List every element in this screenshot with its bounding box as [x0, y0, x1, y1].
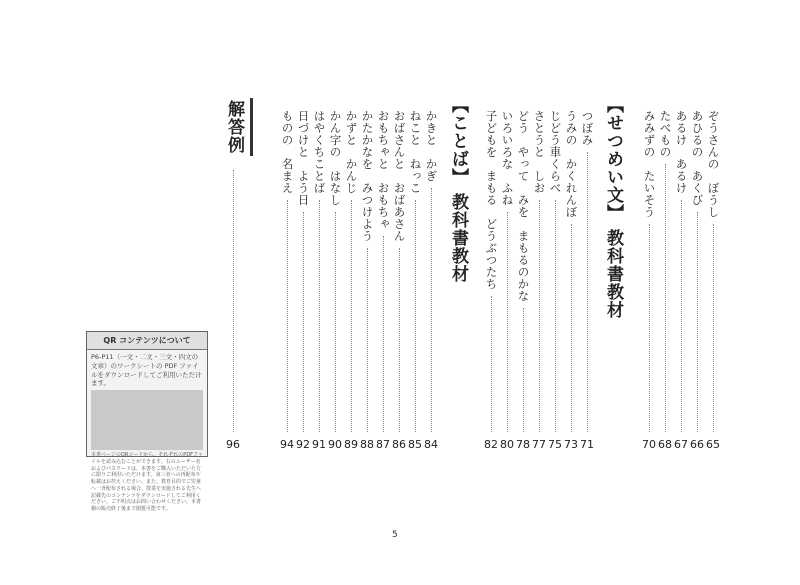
toc-page-number: 85	[408, 438, 422, 451]
toc-entry-label: かたかなを みつけよう	[360, 110, 375, 242]
toc-entry-label: あひるの あくび	[690, 110, 705, 206]
toc-leader-dots	[587, 152, 588, 432]
heading-label: せつめい文	[603, 114, 623, 204]
footer-page-number: 5	[392, 530, 398, 540]
toc-page-number: 82	[484, 438, 498, 451]
section-heading-kaitou	[222, 98, 253, 156]
toc-page-number: 87	[376, 438, 390, 451]
toc-page-number: 70	[642, 438, 656, 451]
heading-suffix: 教科書教材	[448, 192, 468, 283]
toc-entry-label: おばさんと おばあさん	[392, 110, 407, 242]
toc-page-number: 71	[580, 438, 594, 451]
toc-entry-label: あるけ あるけ	[674, 110, 689, 194]
kaitou-leader	[233, 170, 234, 432]
heading-suffix: 教科書教材	[603, 228, 623, 319]
toc-entry-label: うみの かくれんぼ	[564, 110, 579, 218]
toc-leader-dots	[649, 224, 650, 432]
toc-leader-dots	[555, 200, 556, 432]
toc-page-number: 78	[516, 438, 530, 451]
toc-entry-label: ぞうさんの ぼうし	[706, 110, 721, 218]
qr-code-image[interactable]	[91, 390, 203, 450]
toc-leader-dots	[681, 200, 682, 432]
toc-leader-dots	[697, 212, 698, 432]
toc-page-number: 77	[532, 438, 546, 451]
toc-leader-dots	[367, 248, 368, 432]
heading-bracket-close: 】	[603, 204, 623, 222]
toc-leader-dots	[523, 308, 524, 432]
toc-leader-dots	[319, 200, 320, 432]
toc-entry-label: たべもの	[658, 110, 673, 158]
toc-leader-dots	[399, 248, 400, 432]
toc-entry-label: さとうと しお	[532, 110, 547, 194]
toc-entry-label: ものの 名まえ	[280, 110, 295, 194]
toc-leader-dots	[571, 224, 572, 432]
toc-leader-dots	[665, 164, 666, 432]
toc-entry-label: おもちゃと おもちゃ	[376, 110, 391, 230]
toc-page-number: 68	[658, 438, 672, 451]
heading-label: ことば	[448, 114, 468, 168]
toc-page-number: 73	[564, 438, 578, 451]
toc-entry-label: じどう車くらべ	[548, 110, 563, 194]
toc-entry-label: みみずの たいそう	[642, 110, 657, 218]
toc-entry-label: つぼみ	[580, 110, 595, 146]
qr-title: QR コンテンツについて	[87, 332, 207, 350]
qr-note-text: 本書ページのQRコードから、それぞれのPDFファイルを読み込むことができます。右のユーザー名およびパスワードは、本書をご購入いただいた方に限りご利用いただけます。第三者への再配布や転載はお控えください。また、教育目的でご児童へ一斉配布される場合、授業を実施される先生へ記載先のコンテンツをダウンロードしてご利用ください。ご不明点はお問い合わせください。本書籍の販売終了後まで閲覧可能です。	[91, 452, 203, 513]
toc-page-number: 86	[392, 438, 406, 451]
toc-page-number: 65	[706, 438, 720, 451]
toc-leader-dots	[431, 188, 432, 432]
toc-entry-label: いろいろな ふね	[500, 110, 515, 206]
kaitou-label[interactable]: 解答例	[224, 100, 244, 154]
section-heading-setsumei	[601, 96, 626, 319]
toc-page-number: 66	[690, 438, 704, 451]
toc-page-number: 89	[344, 438, 358, 451]
toc-leader-dots	[351, 200, 352, 432]
qr-lead-text: P6-P11（一文・二文・三文・四文の文章）のワークシートの PDF ファイルをダウンロードしてご利用いただけます。	[91, 353, 202, 388]
toc-page-number: 67	[674, 438, 688, 451]
toc-leader-dots	[415, 200, 416, 432]
toc-entry-label: かきと かぎ	[424, 110, 439, 182]
kaitou-page-number: 96	[226, 438, 240, 451]
toc-entry-label: 日づけと よう日	[296, 110, 311, 206]
toc-leader-dots	[507, 212, 508, 432]
toc-leader-dots	[287, 200, 288, 432]
qr-contents-box	[86, 331, 208, 513]
toc-page-number: 92	[296, 438, 310, 451]
toc-leader-dots	[303, 212, 304, 432]
toc-entry-label: かん字の はなし	[328, 110, 343, 206]
toc-entry-label: 子どもを まもる どうぶつたち	[484, 110, 499, 290]
heading-bracket-open: 【	[448, 96, 468, 114]
toc-page-number: 88	[360, 438, 374, 451]
toc-leader-dots	[491, 296, 492, 432]
toc-page-number: 94	[280, 438, 294, 451]
toc-leader-dots	[383, 236, 384, 432]
toc-page-number: 90	[328, 438, 342, 451]
toc-leader-dots	[335, 212, 336, 432]
toc-leader-dots	[539, 200, 540, 432]
toc-leader-dots	[713, 224, 714, 432]
section-heading-kotoba	[446, 96, 471, 283]
toc-page-number: 75	[548, 438, 562, 451]
toc-page-number: 80	[500, 438, 514, 451]
heading-bracket-open: 【	[603, 96, 623, 114]
toc-entry-label: はやくちことば	[312, 110, 327, 194]
heading-bracket-close: 】	[448, 168, 468, 186]
toc-entry-label: ねこと ねっこ	[408, 110, 423, 194]
toc-entry-label: かずと かんじ	[344, 110, 359, 194]
toc-page-number: 84	[424, 438, 438, 451]
toc-page-number: 91	[312, 438, 326, 451]
toc-entry-label: どう やって みを まもるのかな	[516, 110, 531, 302]
